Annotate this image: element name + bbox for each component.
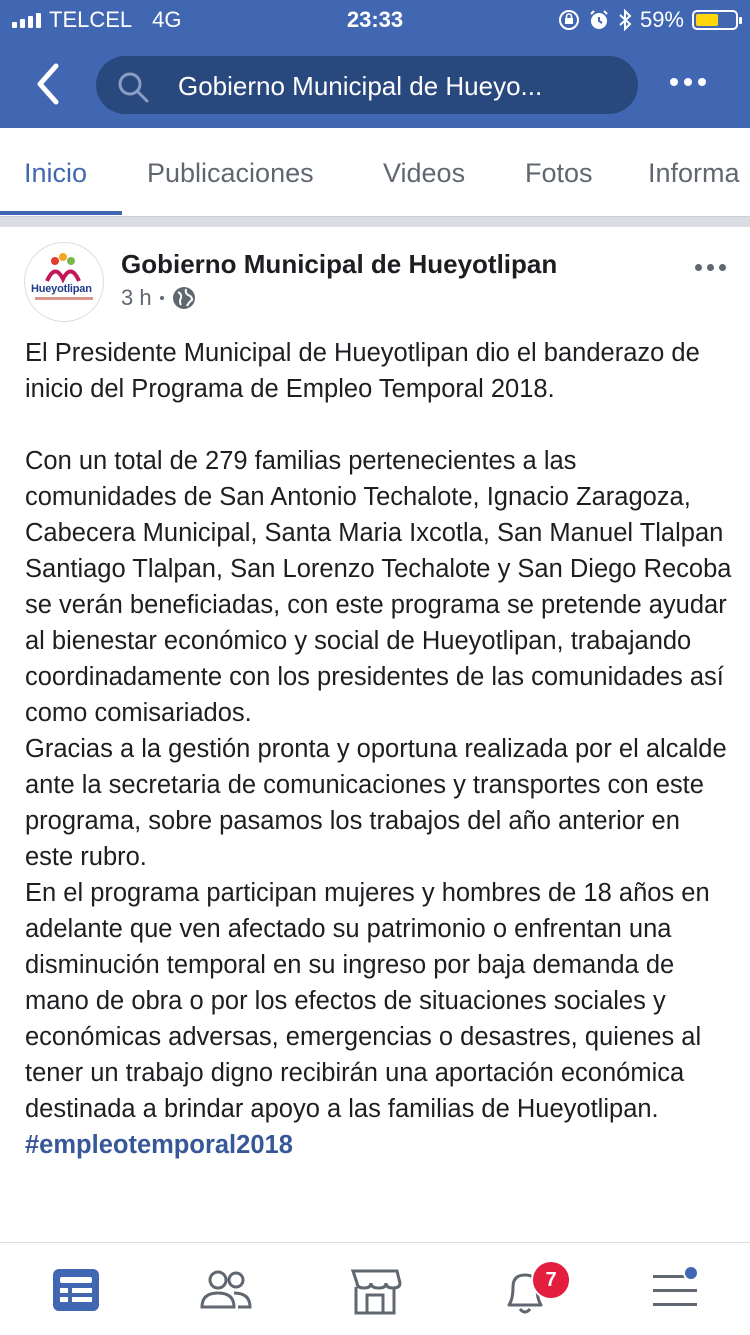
alarm-icon xyxy=(588,9,610,31)
search-icon xyxy=(116,70,150,104)
orientation-lock-icon xyxy=(558,9,580,31)
bottom-navigation xyxy=(0,1242,750,1335)
tab-publicaciones[interactable]: Publicaciones xyxy=(147,158,314,188)
battery-icon xyxy=(692,10,738,30)
search-query: Gobierno Municipal de Hueyo... xyxy=(178,71,543,101)
post-meta xyxy=(121,285,196,311)
logo-figures-icon xyxy=(25,243,104,287)
tab-fotos[interactable]: Fotos xyxy=(525,158,593,188)
post-paragraph: En el programa participan mujeres y hombres de 18 años en adelante que ven afectado su patrimonio o enfrentan una disminución temporal en su ingreso por baja demanda de mano de obra o por los efectos de situaciones sociales y económicas adversas, emergencias o desastres, quienes al tener un trabajo digno recibirán una aportación económica destinada a brindar apoyo a las familias de Hueyotlipan. xyxy=(25,879,710,1123)
tab-informacion[interactable]: Informa xyxy=(648,158,740,188)
active-tab-indicator xyxy=(0,211,122,215)
more-options-icon[interactable] xyxy=(670,78,706,86)
post-body xyxy=(25,335,735,1163)
carrier-name: TELCEL xyxy=(49,7,133,32)
avatar[interactable] xyxy=(24,242,104,322)
post-card xyxy=(0,227,750,1242)
meta-dot xyxy=(160,296,164,300)
post-paragraph: Gracias a la gestión pronta y oportuna realizada por el alcalde ante la secretaria de comunicaciones y transportes con este programa, sobre pasamos los trabajos del año anterior en este rubro. xyxy=(25,735,727,871)
post-time[interactable]: 3 h xyxy=(121,285,152,310)
notification-badge: 7 xyxy=(531,1260,571,1300)
post-paragraph: Con un total de 279 familias pertenecientes a las comunidades de San Antonio Techalote, Ignacio Zaragoza, Cabecera Municipal, Santa Maria Ixcotla, San Manuel Tlalpan Santiago Tlalpan, San Lorenzo Techalote y San Diego Recoba se verán beneficiadas, con este programa se pretende ayudar al bienestar económico y social de Hueyotlipan, trabajando coordinadamente con los presidentes de las comunidades así como comisariados. xyxy=(25,447,732,727)
friends-icon[interactable] xyxy=(196,1263,256,1319)
search-bar[interactable] xyxy=(96,56,638,114)
back-arrow-icon[interactable] xyxy=(30,60,70,108)
network-type: 4G xyxy=(152,7,182,32)
battery-percent: 59% xyxy=(639,7,684,32)
status-time: 23:33 xyxy=(346,7,404,32)
post-hashtag[interactable]: #empleotemporal2018 xyxy=(25,1131,293,1159)
battery-fill xyxy=(696,14,718,26)
post-options-icon[interactable] xyxy=(695,264,726,271)
news-feed-icon[interactable] xyxy=(46,1263,106,1319)
globe-icon xyxy=(172,286,196,310)
avatar-logo-text: Hueyotlipan xyxy=(31,283,92,295)
avatar-logo-line xyxy=(35,297,93,300)
post-paragraph: El Presidente Municipal de Hueyotlipan dio el banderazo de inicio del Programa de Empleo Temporal 2018. xyxy=(25,339,700,403)
tab-videos[interactable]: Videos xyxy=(383,158,466,188)
menu-icon[interactable] xyxy=(645,1263,705,1319)
bluetooth-icon xyxy=(618,9,632,31)
marketplace-icon[interactable] xyxy=(345,1263,405,1319)
status-right xyxy=(558,7,738,33)
top-bar xyxy=(0,0,750,128)
post-author[interactable]: Gobierno Municipal de Hueyotlipan xyxy=(121,249,558,279)
feed-separator xyxy=(0,217,750,227)
status-bar xyxy=(0,0,750,40)
tab-inicio[interactable]: Inicio xyxy=(24,158,88,188)
page-tabs xyxy=(0,128,750,217)
